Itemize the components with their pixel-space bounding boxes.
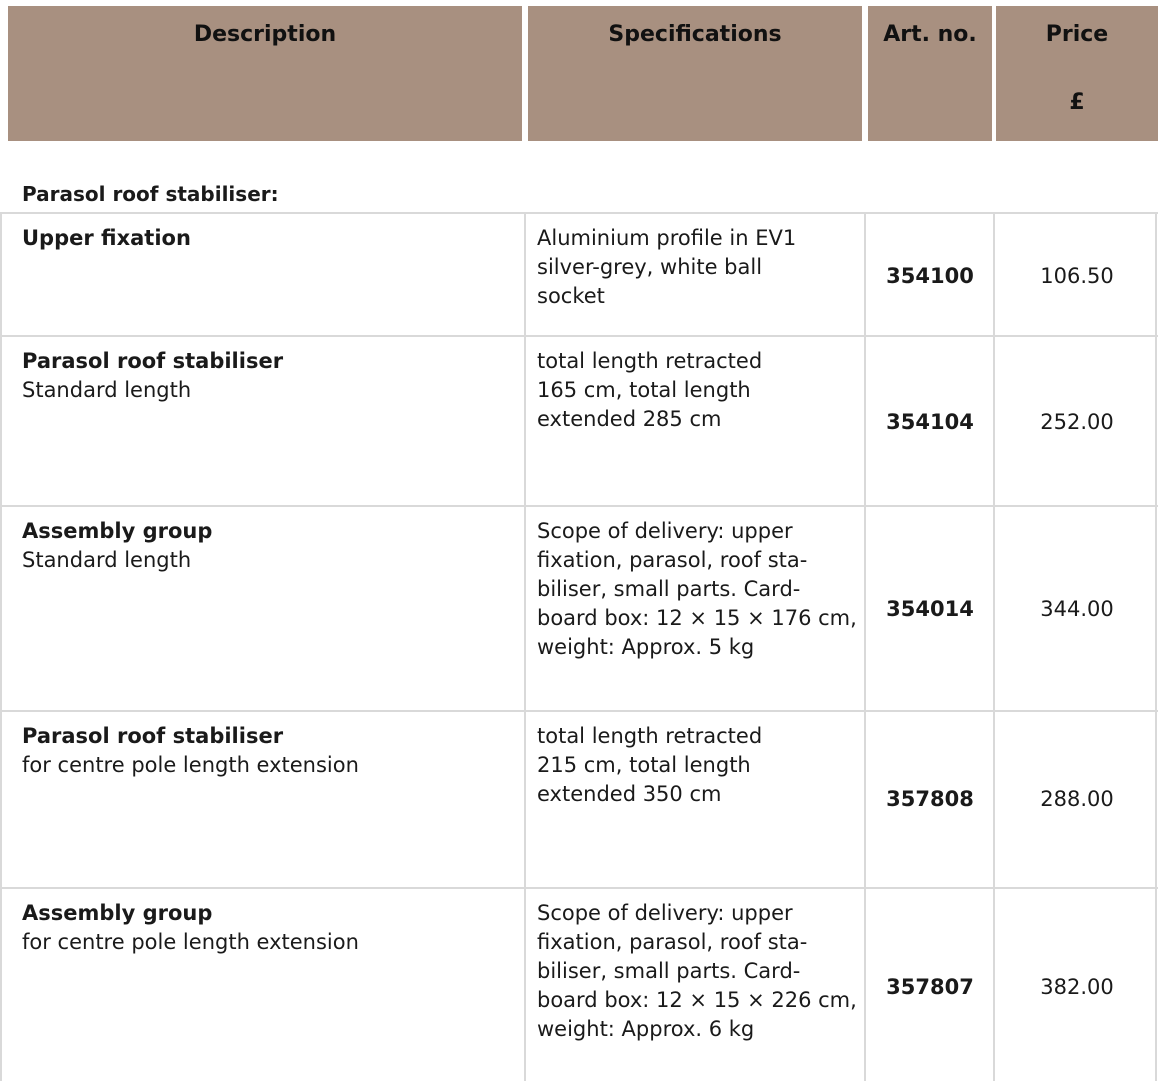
header-currency-label: £ — [1069, 90, 1085, 115]
row-price: 252.00 — [1040, 410, 1114, 434]
table-row — [0, 335, 1158, 505]
header-description-label: Description — [193, 22, 337, 47]
row-description — [22, 899, 512, 957]
section-title: Parasol roof stabiliser: — [22, 182, 279, 206]
row-art-no: 354100 — [886, 264, 974, 288]
row-art-no: 357808 — [886, 787, 974, 811]
row-specifications: total length retracted 215 cm, total length extended 350 cm — [537, 724, 763, 806]
table-row — [0, 505, 1158, 710]
row-subtitle: Standard length — [22, 378, 192, 402]
row-title: Parasol roof stabiliser — [22, 349, 284, 373]
row-title: Parasol roof stabiliser — [22, 724, 284, 748]
row-description — [22, 517, 512, 575]
row-title: Assembly group — [22, 519, 213, 543]
header-price-label: Price — [1045, 22, 1109, 47]
row-art-no: 354014 — [886, 597, 974, 621]
row-art-no: 357807 — [886, 975, 974, 999]
row-subtitle: Standard length — [22, 548, 192, 572]
row-subtitle: for centre pole length extension — [22, 930, 359, 954]
row-description — [22, 722, 512, 780]
row-price: 288.00 — [1040, 787, 1114, 811]
header-specifications — [528, 6, 862, 141]
table-row — [0, 887, 1158, 1081]
row-art-no: 354104 — [886, 410, 974, 434]
row-price: 382.00 — [1040, 975, 1114, 999]
row-price: 106.50 — [1040, 264, 1114, 288]
row-description — [22, 224, 512, 253]
header-art-no-label: Art. no. — [883, 22, 977, 47]
row-description — [22, 347, 512, 405]
row-subtitle: for centre pole length extension — [22, 753, 359, 777]
header-specifications-label: Specifications — [608, 22, 782, 47]
row-specifications: Aluminium profile in EV1 silver-grey, white ball socket — [537, 226, 797, 308]
table-row — [0, 710, 1158, 887]
row-specifications: Scope of delivery: upper fixation, parasol, roof sta- biliser, small parts. Card- board box: 12 × 15 × 176 cm, weight: Approx. 5 kg — [537, 519, 857, 659]
row-specifications: Scope of delivery: upper fixation, parasol, roof sta- biliser, small parts. Card- board box: 12 × 15 × 226 cm, weight: Approx. 6 kg — [537, 901, 857, 1041]
row-title: Upper fixation — [22, 226, 191, 250]
row-price: 344.00 — [1040, 597, 1114, 621]
row-title: Assembly group — [22, 901, 213, 925]
header-price — [996, 6, 1158, 141]
row-specifications: total length retracted 165 cm, total length extended 285 cm — [537, 349, 763, 431]
header-description — [8, 6, 522, 141]
table-row — [0, 212, 1158, 335]
header-art-no — [868, 6, 992, 141]
product-table — [0, 212, 1158, 1081]
